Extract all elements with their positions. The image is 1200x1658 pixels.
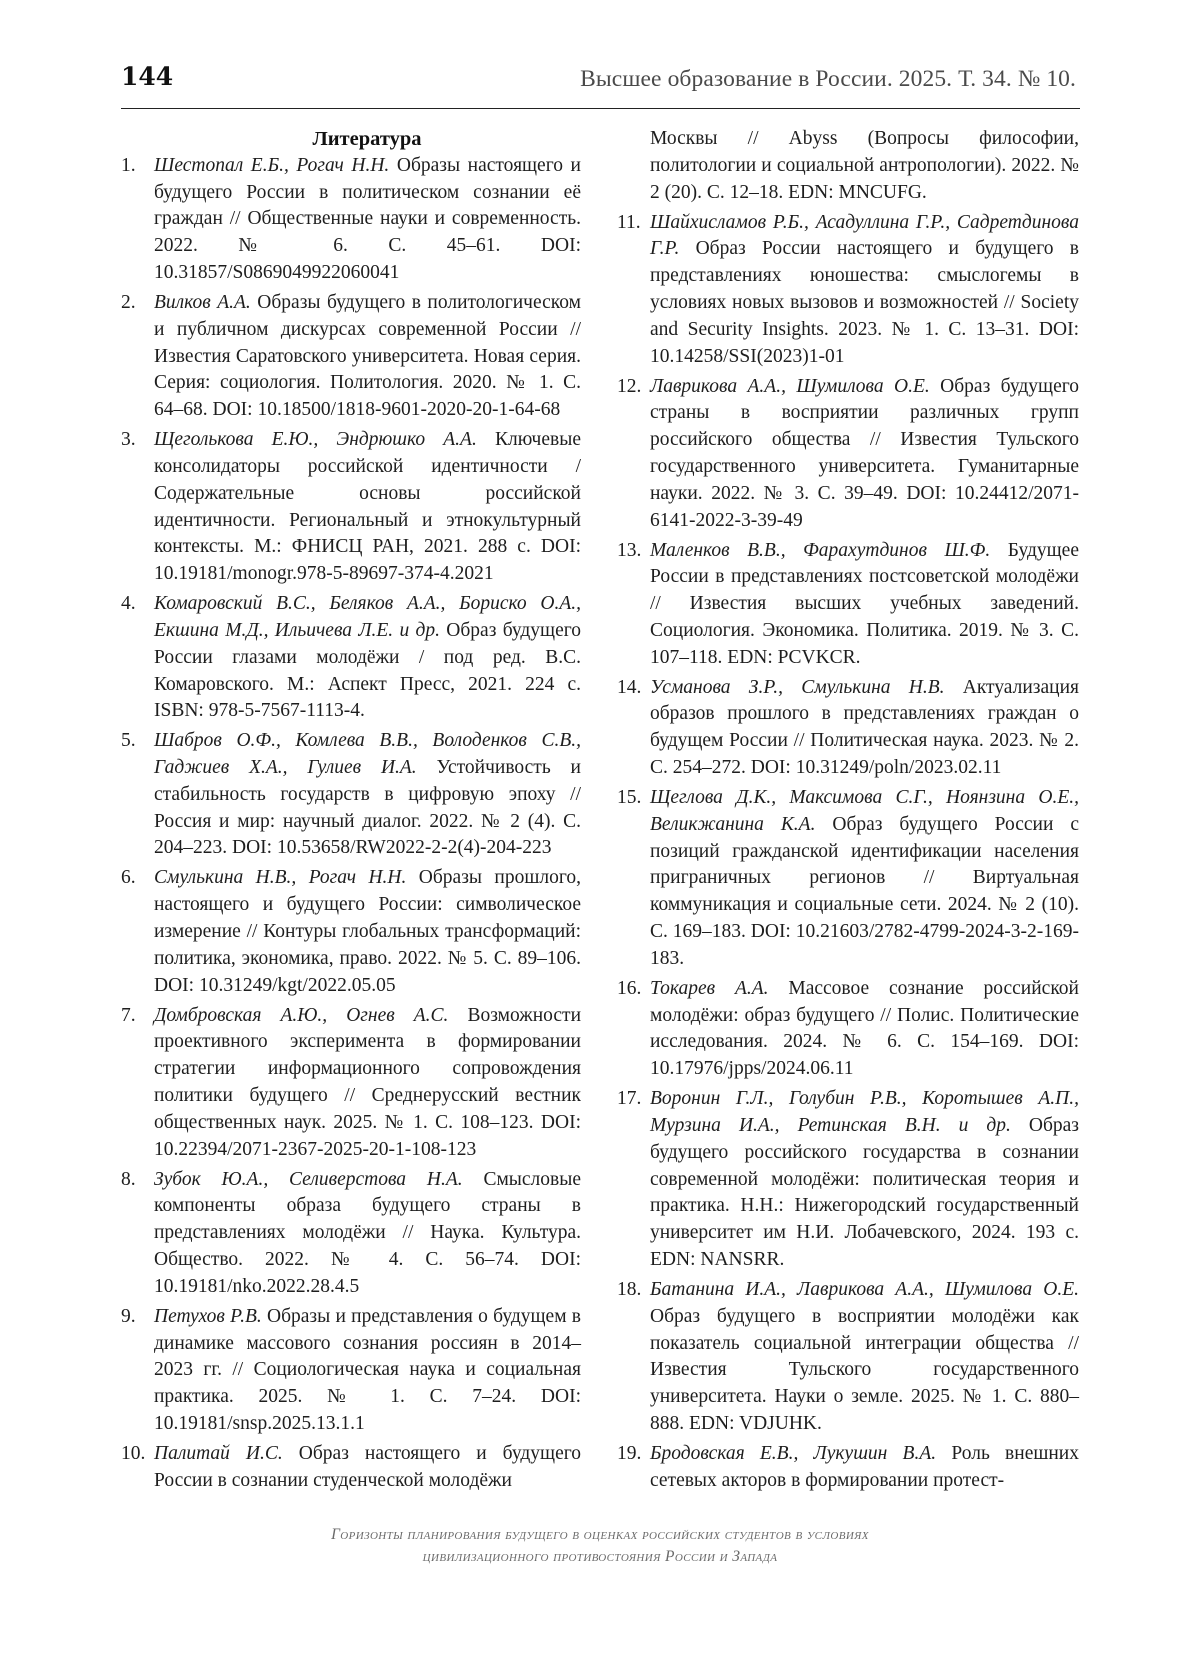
reference-item <box>121 1304 581 1438</box>
reference-details: Образ России настоящего и будущего в представлениях юношества: смыслогемы в условиях новых вызовов и возможностей // Society and Security Insights. 2023. № 1. С. 13–31. DOI: 10.14258/SSI(2023)1-01 <box>650 238 1079 367</box>
reference-continuation-text: Москвы // Abyss (Вопросы философии, политологии и социальной антропологии). 2022. № 2 (20). С. 12–18. EDN: MNCUFG. <box>650 128 1079 203</box>
reference-number: 4. <box>121 593 136 615</box>
reference-authors: Смулькина Н.В., Рогач Н.Н. <box>154 867 407 889</box>
reference-authors: Усманова З.Р., Смулькина Н.В. <box>650 676 945 698</box>
reference-number: 11. <box>617 211 641 233</box>
reference-number: 10. <box>121 1442 146 1464</box>
reference-authors: Бродовская Е.В., Лукушин В.А. <box>650 1442 937 1464</box>
reference-details: Роль внешних сетевых акторов в формировании протест- <box>650 1442 1079 1491</box>
reference-text <box>154 1003 581 1164</box>
reference-details: Образ настоящего и будущего России в сознании студенческой молодёжи <box>154 1442 581 1491</box>
reference-item <box>121 427 581 588</box>
reference-number: 2. <box>121 291 136 313</box>
reference-number: 15. <box>617 787 642 809</box>
reference-number: 3. <box>121 429 136 451</box>
reference-details: Устойчивость и стабильность государств в цифровую эпоху // Россия и мир: научный диалог. 2022. № 2 (4). С. 204–223. DOI: 10.53658/RW2022-2-2(4)-204-223 <box>154 757 581 859</box>
reference-text <box>154 427 581 588</box>
reference-text <box>154 290 581 424</box>
reference-text <box>154 1304 581 1438</box>
reference-details: Образ будущего в восприятии молодёжи как показатель социальной интеграции общества // Известия Тульского государственного университета. Науки о земле. 2025. № 1. С. 880–888. EDN: VDJUHK. <box>650 1305 1079 1434</box>
reference-text <box>650 538 1079 672</box>
reference-number: 8. <box>121 1168 136 1190</box>
reference-authors: Батанина И.А., Лаврикова А.А., Шумилова О.Е. <box>650 1278 1079 1300</box>
reference-item <box>617 675 1079 782</box>
reference-text <box>650 675 1079 782</box>
reference-text <box>154 591 581 725</box>
reference-item <box>617 210 1079 371</box>
reference-number: 19. <box>617 1442 642 1464</box>
reference-item <box>617 1441 1079 1495</box>
reference-authors: Домбровская А.Ю., Огнев А.С. <box>154 1004 449 1026</box>
reference-number: 6. <box>121 867 136 889</box>
reference-authors: Лаврикова А.А., Шумилова О.Е. <box>650 375 930 397</box>
reference-number: 13. <box>617 539 642 561</box>
reference-details: Образ будущего страны в восприятии различных групп российского общества // Известия Тульского государственного университета. Гуманитарные науки. 2022. № 3. С. 39–49. DOI: 10.24412/2071-6141-2022-3-39-49 <box>650 375 1079 531</box>
reference-text <box>154 728 581 862</box>
reference-number: 1. <box>121 154 136 176</box>
reference-item <box>121 591 581 725</box>
reference-details: Образ будущего России глазами молодёжи / под ред. В.С. Комаровского. М.: Аспект Пресс, 2021. 224 с. ISBN: 978-5-7567-1113-4. <box>154 619 581 722</box>
reference-details: Возможности проективного эксперимента в формировании стратегии информационного сопровождения политики будущего // Среднерусский вестник общественных наук. 2025. № 1. С. 108–123. DOI: 10.22394/2071-2367-2025-20-1-108-123 <box>154 1004 582 1160</box>
right-column <box>617 126 1079 1498</box>
reference-text <box>650 1086 1079 1274</box>
reference-list-left <box>121 153 581 1495</box>
reference-number: 7. <box>121 1004 136 1026</box>
reference-item <box>617 976 1079 1083</box>
reference-list-right <box>617 210 1079 1495</box>
reference-authors: Шестопал Е.Б., Рогач Н.Н. <box>154 154 390 176</box>
reference-item <box>617 785 1079 973</box>
reference-number-spacer <box>617 126 650 206</box>
reference-item <box>121 153 581 287</box>
reference-details: Актуализация образов прошлого в представлениях граждан о будущем России // Политическая наука. 2023. № 2. С. 254–272. DOI: 10.31249/poln/2023.02.11 <box>650 676 1079 779</box>
reference-authors: Щеголькова Е.Ю., Эндрюшко А.А. <box>154 429 477 451</box>
reference-number: 12. <box>617 375 642 397</box>
reference-details: Образы будущего в политологическом и публичном дискурсах современной России // Известия Саратовского университета. Новая серия. Серия: социология. Политология. 2020. № 1. С. 64–68. DOI: 10.18500/1818-9601-2020-20-1-64-68 <box>154 291 581 421</box>
reference-number: 18. <box>617 1278 642 1300</box>
reference-item <box>617 374 1079 535</box>
reference-item <box>121 865 581 999</box>
reference-item <box>617 1277 1079 1438</box>
footer-title-line-2: цивилизационного противостояния России и Запада <box>422 1548 778 1565</box>
reference-details: Образ будущего России с позиций гражданской идентификации населения приграничных регионов // Виртуальная коммуникация и социальные сети. 2024. № 2 (10). С. 169–183. DOI: 10.21603/2782-4799-2024-3-2-169-183. <box>650 813 1079 969</box>
reference-text <box>650 1277 1079 1438</box>
reference-details: Ключевые консолидаторы российской идентичности / Содержательные основы российской идентичности. Региональный и этнокультурный контексты. М.: ФНИСЦ РАН, 2021. 288 с. DOI: 10.19181/monogr.978-5-89697-374-4.2021 <box>154 429 581 585</box>
reference-item <box>617 1086 1079 1274</box>
reference-text <box>650 785 1079 973</box>
section-title: Литература <box>312 128 422 150</box>
reference-authors: Зубок Ю.А., Селиверстова Н.А. <box>154 1168 463 1190</box>
footer-title-line-1: Горизонты планирования будущего в оценках российских студентов в условиях <box>331 1526 869 1543</box>
reference-item <box>617 538 1079 672</box>
reference-text <box>650 210 1079 371</box>
reference-authors: Шабров О.Ф., Комлева В.В., Володенков С.В., Гаджиев Х.А., Гулиев И.А. <box>154 730 581 779</box>
reference-item <box>121 1167 581 1301</box>
reference-text <box>650 976 1079 1083</box>
reference-text <box>650 1441 1079 1495</box>
reference-text <box>154 865 581 999</box>
reference-authors: Комаровский В.С., Беляков А.А., Бориско О.А., Екшина М.Д., Ильичева Л.Е. и др. <box>154 593 581 641</box>
reference-authors: Вилков А.А. <box>154 291 251 313</box>
reference-number: 5. <box>121 730 136 752</box>
reference-text <box>650 374 1079 535</box>
reference-details: Образы прошлого, настоящего и будущего России: символическое измерение // Контуры глобальных трансформаций: политика, экономика, право. 2022. № 5. С. 89–106. DOI: 10.31249/kgt/2022.05.05 <box>154 867 581 996</box>
reference-authors: Воронин Г.Л., Голубин Р.В., Коротышев А.П., Мурзина И.А., Ретинская В.Н. и др. <box>650 1088 1079 1136</box>
page-footer <box>150 1524 1050 1568</box>
reference-item <box>121 1441 581 1495</box>
reference-details: Смысловые компоненты образа будущего страны в представлениях молодёжи // Наука. Культура. Общество. 2022. № 4. С. 56–74. DOI: 10.19181/nko.2022.28.4.5 <box>154 1168 581 1297</box>
reference-details: Массовое сознание российской молодёжи: образ будущего // Полис. Политические исследования. 2024. № 6. С. 154–169. DOI: 10.17976/jpps/2024.06.11 <box>650 977 1079 1080</box>
reference-authors: Щеглова Д.К., Максимова С.Г., Ноянзина О.Е., Великжанина К.А. <box>650 787 1079 835</box>
reference-details: Будущее России в представлениях постсоветской молодёжи // Известия высших учебных заведений. Социология. Экономика. Политика. 2019. № 3. С. 107–118. EDN: PCVKCR. <box>650 539 1079 668</box>
reference-details: Образ будущего российского государства в сознании современной молодёжи: политическая теория и практика. Н.Н.: Нижегородский государственный университет им Н.И. Лобачевского, 2024. 193 с. EDN: NANSRR. <box>650 1115 1079 1270</box>
reference-authors: Петухов Р.В. <box>154 1305 262 1327</box>
reference-number: 17. <box>617 1088 642 1110</box>
reference-details: Образы настоящего и будущего России в политическом сознании её граждан // Общественные науки и современность. 2022. № 6. С. 45–61. DOI: 10.31857/S0869049922060041 <box>154 154 581 283</box>
page-number: 144 <box>121 62 174 91</box>
reference-authors: Маленков В.В., Фарахутдинов Ш.Ф. <box>650 539 991 561</box>
reference-number: 9. <box>121 1305 136 1327</box>
reference-authors: Палитай И.С. <box>154 1442 283 1464</box>
reference-item <box>121 1003 581 1164</box>
reference-text <box>154 1167 581 1301</box>
reference-text <box>154 153 581 287</box>
reference-authors: Шайхисламов Р.Б., Асадуллина Г.Р., Садретдинова Г.Р. <box>650 211 1079 260</box>
left-column <box>121 126 581 1498</box>
reference-continuation <box>617 126 1079 206</box>
reference-item <box>121 728 581 862</box>
running-head: Высшее образование в России. 2025. Т. 34. № 10. <box>580 66 1076 92</box>
reference-item <box>121 290 581 424</box>
page-header <box>121 60 1080 109</box>
reference-details: Образы и представления о будущем в динамике массового сознания россиян в 2014–2023 гг. // Социологическая наука и социальная практика. 2025. № 1. С. 7–24. DOI: 10.19181/snsp.2025.13.1.1 <box>154 1305 581 1434</box>
reference-number: 14. <box>617 676 642 698</box>
reference-authors: Токарев А.А. <box>650 977 769 999</box>
reference-number: 16. <box>617 977 642 999</box>
reference-text <box>154 1441 581 1495</box>
